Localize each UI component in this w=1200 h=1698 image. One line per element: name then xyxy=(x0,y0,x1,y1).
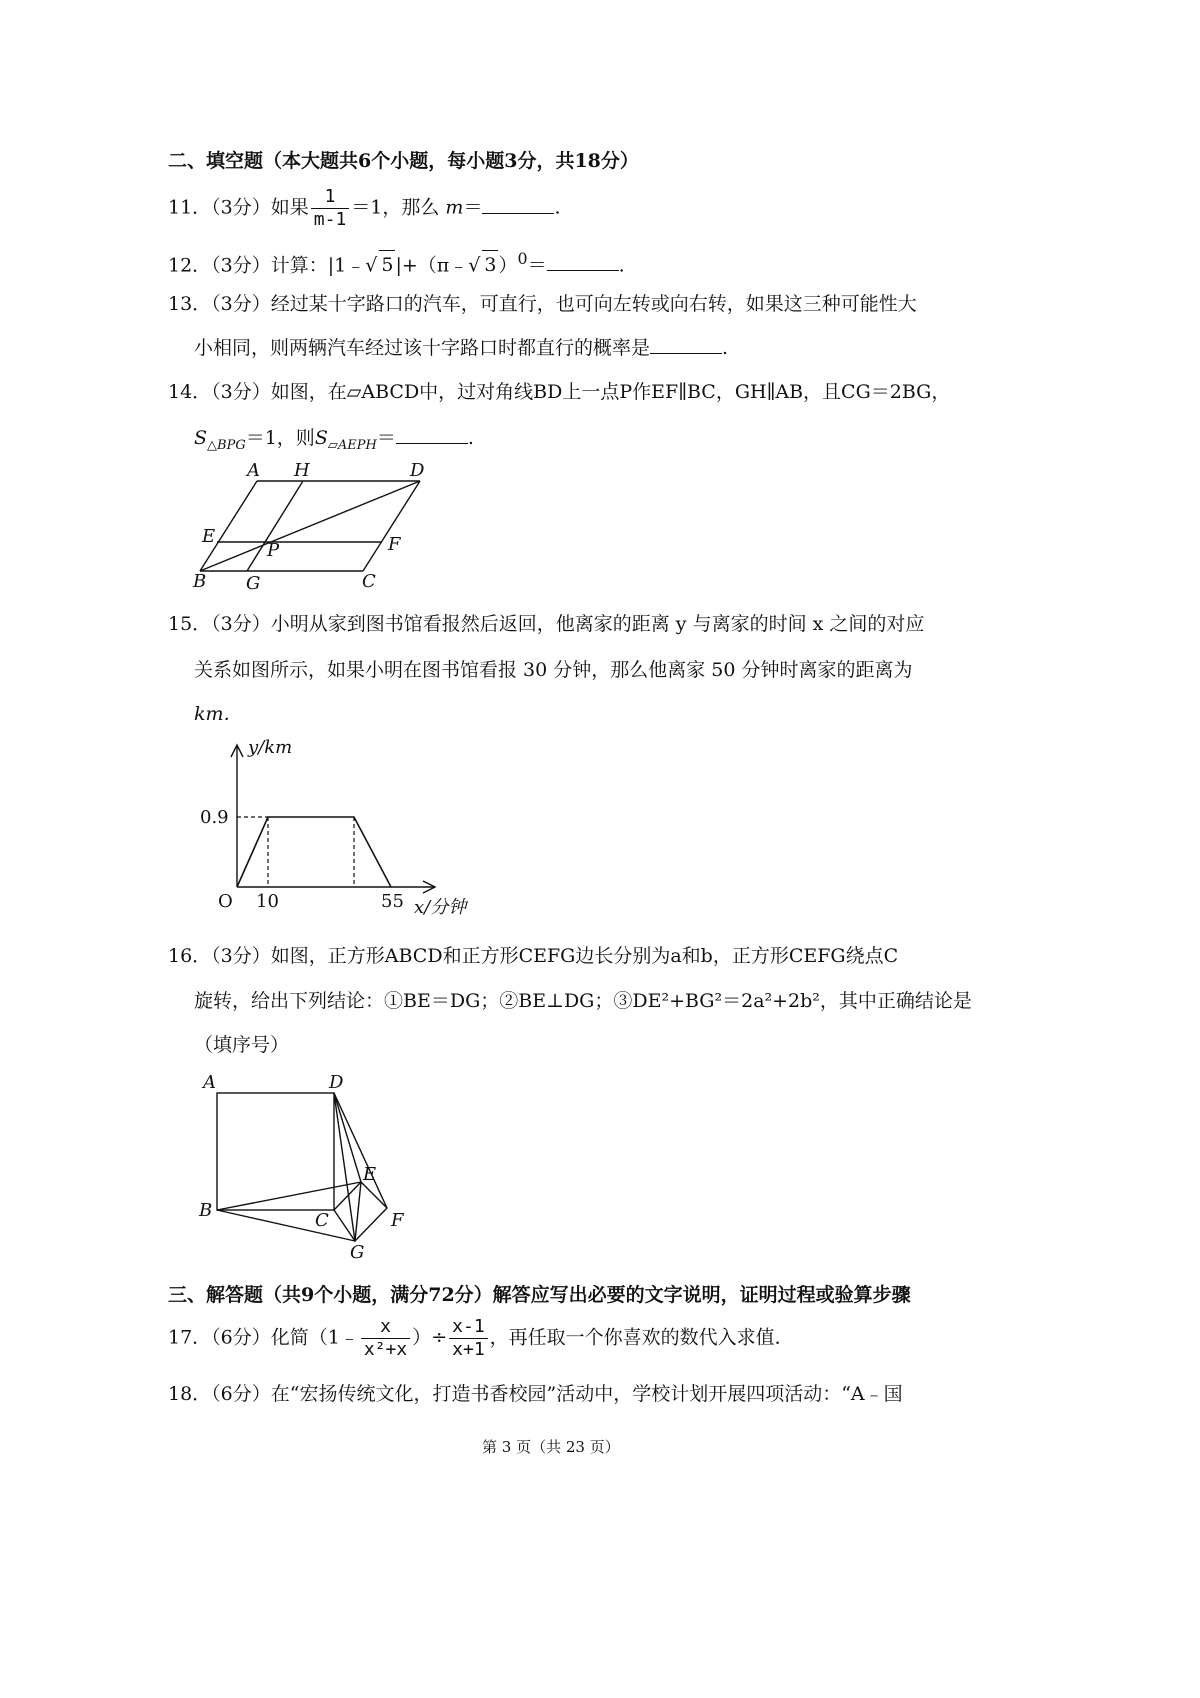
question-16-line2: 旋转，给出下列结论：①BE＝DG；②BE⊥DG；③DE²+BG²＝2a²+2b²，其中正确结论是 xyxy=(194,990,972,1012)
q16-label-E: E xyxy=(363,1164,377,1185)
q17-fraction-1 xyxy=(361,1316,410,1361)
question-13-line2 xyxy=(194,334,728,362)
q12-sqrt3: 3 xyxy=(482,250,498,279)
q16-label-B: B xyxy=(199,1200,213,1221)
q14-label-H: H xyxy=(294,460,310,481)
q13-text: 小相同，则两辆汽车经过该十字路口时都直行的概率是 xyxy=(194,337,651,359)
q14-label-D: D xyxy=(410,460,425,481)
q14-eq2: ＝ xyxy=(376,427,396,449)
q16-label-F: F xyxy=(391,1210,404,1231)
q11-prefix: 11．（3分）如果 xyxy=(168,196,309,219)
question-12: 12．（3分）计算：|1﹣√ 5 |+（π﹣√ 3 ）$^0$＝ . xyxy=(168,245,625,279)
question-16-line3: （填序号） xyxy=(194,1034,290,1056)
q12-tail: ） xyxy=(498,254,518,277)
q17-f2-num: x-1 xyxy=(449,1316,488,1339)
q17-prefix: 17．（6分）化简（1﹣ xyxy=(168,1326,359,1349)
q14-eq1: ＝1，则 xyxy=(245,427,315,449)
q14-sub1: △BPG xyxy=(207,437,246,453)
question-15-line1: 15．（3分）小明从家到图书馆看报然后返回，他离家的距离 y 与离家的时间 x 之间的对应 xyxy=(168,613,925,635)
section-2-title: 二、填空题（本大题共6个小题，每小题3分，共18分） xyxy=(168,150,639,172)
q14-label-C: C xyxy=(362,571,376,592)
q16-squares-figure xyxy=(195,1068,425,1263)
q15-x-axis-label: x/分钟 xyxy=(414,897,467,918)
q16-label-C: C xyxy=(315,1210,329,1231)
q11-answer-blank[interactable] xyxy=(482,197,554,214)
q15-x-tick-10: 10 xyxy=(256,891,279,912)
q11-fraction xyxy=(311,186,350,231)
q14-label-P: P xyxy=(267,540,280,561)
q11-rest: ＝1，那么 xyxy=(351,196,440,219)
q14-label-A: A xyxy=(247,460,260,481)
question-11 xyxy=(168,186,561,231)
q15-y-axis-label: y/km xyxy=(248,737,293,758)
q12-mid: |+（π﹣ xyxy=(395,254,469,277)
q14-label-G: G xyxy=(246,573,261,594)
q17-f2-den: x+1 xyxy=(452,1339,485,1360)
q16-label-A: A xyxy=(203,1072,216,1093)
q11-eq: ＝ xyxy=(463,196,483,219)
q16-label-G: G xyxy=(350,1242,365,1263)
question-17 xyxy=(168,1316,794,1361)
q15-origin-label: O xyxy=(218,891,233,912)
q15-distance-time-graph xyxy=(190,735,490,925)
q12-prefix: 12．（3分）计算：|1﹣ xyxy=(168,254,366,277)
q14-label-E: E xyxy=(202,526,216,547)
q17-f1-den: x²+x xyxy=(363,1339,408,1360)
q12-end: . xyxy=(618,254,625,277)
q13-answer-blank[interactable] xyxy=(650,337,722,354)
question-18-line1: 18．（6分）在“宏扬传统文化，打造书香校园”活动中，学校计划开展四项活动：“A﹣国 xyxy=(168,1383,903,1405)
page-footer: 第 3 页（共 23 页） xyxy=(482,1438,620,1456)
question-14-line1: 14．（3分）如图，在▱ABCD中，过对角线BD上一点P作EF∥BC，GH∥AB，且CG＝2BG， xyxy=(168,381,951,403)
q12-eq: ＝ xyxy=(527,254,547,277)
question-15-line3: km． xyxy=(194,703,243,725)
q14-parallelogram-figure xyxy=(190,460,450,595)
question-14-line2 xyxy=(194,424,474,460)
q11-end: . xyxy=(554,196,561,219)
q14-s1: S xyxy=(194,427,208,449)
q14-answer-blank[interactable] xyxy=(396,427,468,444)
q15-y-tick-09: 0.9 xyxy=(200,807,229,828)
question-13-line1: 13．（3分）经过某十字路口的汽车，可直行，也可向左转或向右转，如果这三种可能性大 xyxy=(168,293,917,315)
q11-var: m xyxy=(445,196,464,219)
q17-rest: ，再任取一个你喜欢的数代入求值． xyxy=(489,1326,794,1349)
q11-frac-num: 1 xyxy=(311,186,350,209)
q12-exponent: 0 xyxy=(517,249,528,268)
q14-label-F: F xyxy=(388,534,401,555)
q14-label-B: B xyxy=(193,571,207,592)
q17-div: ）÷ xyxy=(412,1326,448,1349)
question-16-line1: 16．（3分）如图，正方形ABCD和正方形CEFG边长分别为a和b，正方形CEFG绕点C xyxy=(168,945,899,967)
q14-sub2: ▱AEPH xyxy=(327,437,377,453)
q17-fraction-2 xyxy=(449,1316,488,1361)
section-3-title: 三、解答题（共9个小题，满分72分）解答应写出必要的文字说明，证明过程或验算步骤 xyxy=(168,1284,911,1306)
q11-frac-den: m-1 xyxy=(313,209,347,230)
q13-end: . xyxy=(722,337,729,359)
q16-label-D: D xyxy=(329,1072,344,1093)
q14-end: . xyxy=(467,427,474,449)
q14-s2: S xyxy=(314,427,328,449)
q15-x-tick-55: 55 xyxy=(381,891,404,912)
question-15-line2: 关系如图所示，如果小明在图书馆看报 30 分钟，那么他离家 50 分钟时离家的距离为 xyxy=(194,659,913,681)
q17-f1-num: x xyxy=(361,1316,410,1339)
q12-answer-blank[interactable] xyxy=(547,254,619,271)
q12-sqrt5: 5 xyxy=(379,250,395,279)
